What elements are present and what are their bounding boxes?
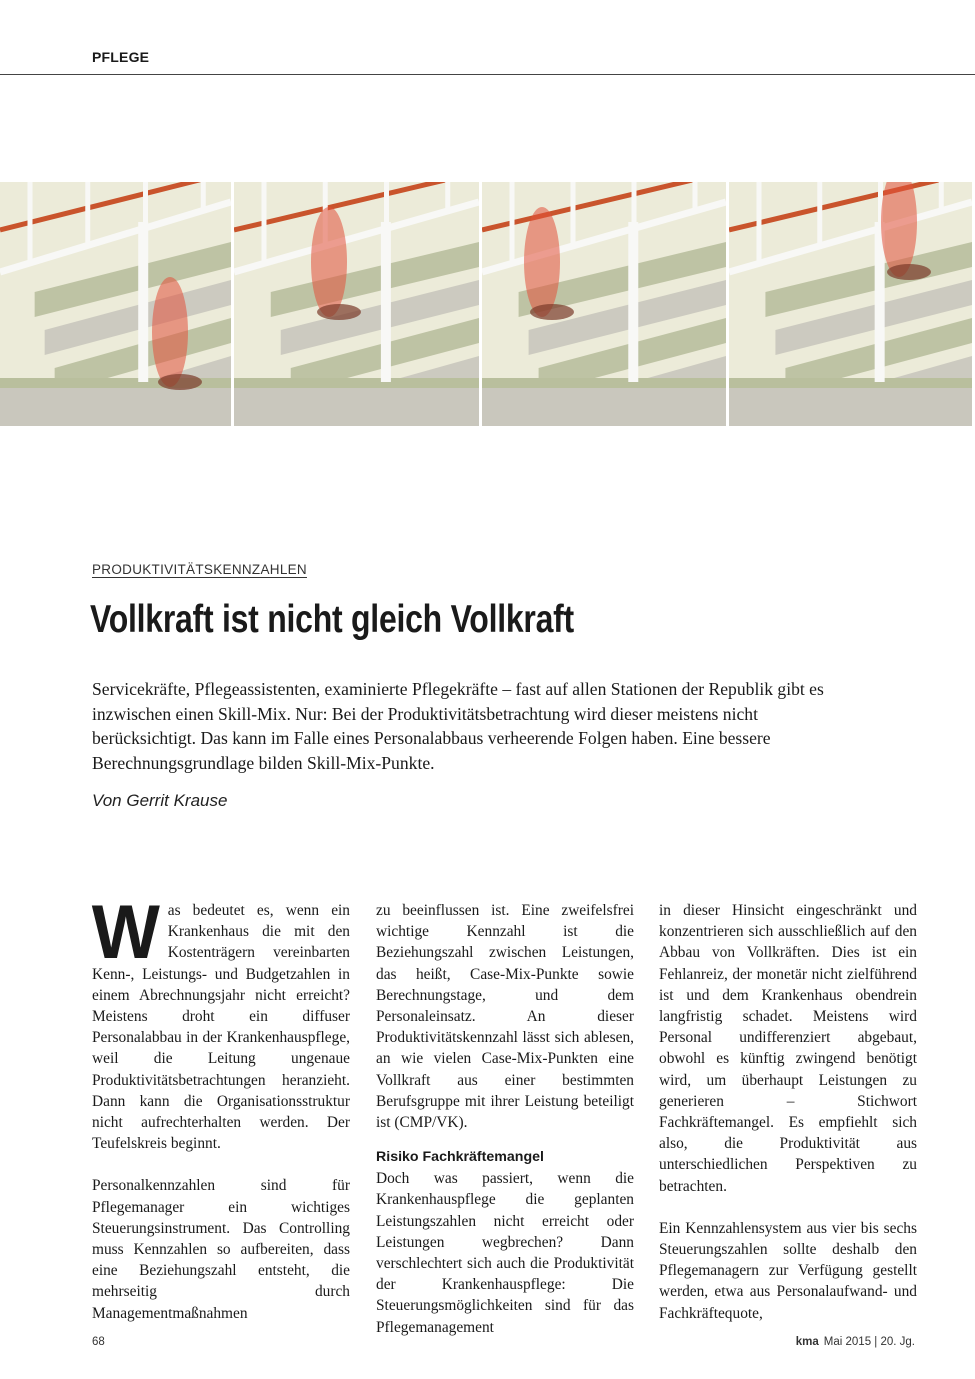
floor xyxy=(482,382,726,426)
floor xyxy=(0,382,231,426)
foot xyxy=(887,264,931,280)
subheading: Risiko Fachkräftemangel xyxy=(376,1149,544,1166)
body-paragraph: Ein Kennzahlensystem aus vier bis sechs Steuerungszahlen sollte deshalb den Pflegemanagern zur Verfügung gestellt werden, etwa aus Personalaufwand- und Fachkräftequote, xyxy=(659,1219,917,1322)
article-lead: Servicekräfte, Pflegeassistenten, examinierte Pflegekräfte – fast auf allen Stationen der Republik gibt es inzwischen einen Skill-Mix. Nur: Bei der Produktivitätsbetrachtung wird dieser meistens nicht berücksichtigt. Das kann im Falle eines Personalabbaus verheerende Folgen haben. Eine bessere Berechnungsgrundlage bilden Skill-Mix-Punkte. xyxy=(92,679,824,773)
step-edge xyxy=(729,378,972,388)
newel-post xyxy=(381,222,391,382)
photo-strip xyxy=(0,182,975,426)
body-paragraph: zu beeinflussen ist. Eine zweifelsfrei wichtige Kennzahl ist die Beziehungszahl zwischen Leistungen, das heißt, Case-Mix-Punkte sowie Berechnungstage, und dem Personaleinsatz. An dieser Produktivitätskennzahl lässt sich ablesen, an wie vielen Case-Mix-Punkten eine Vollkraft aus einer bestimmten Berufsgruppe mit ihrer Leistung beteiligt ist (CMP/VK). xyxy=(376,902,634,1132)
newel-post xyxy=(628,222,638,382)
foot xyxy=(317,304,361,320)
article-kicker: PRODUKTIVITÄTSKENNZAHLEN xyxy=(92,562,307,577)
article-title: Vollkraft ist nicht gleich Vollkraft xyxy=(90,598,574,641)
floor xyxy=(234,382,479,426)
header-rule xyxy=(0,74,975,75)
blurred-figure xyxy=(524,207,560,317)
blurred-figure xyxy=(152,277,188,387)
stair-photo-panel-3 xyxy=(482,182,726,426)
magazine-brand: kma xyxy=(795,1336,819,1348)
newel-post xyxy=(138,222,148,382)
issue-date: Mai 2015 | 20. Jg. xyxy=(823,1336,915,1348)
stair-photo-panel-1 xyxy=(0,182,231,426)
byline: Von Gerrit Krause xyxy=(92,791,228,810)
body-column-3 xyxy=(659,900,917,1324)
page-number: 68 xyxy=(92,1336,105,1348)
step-edge xyxy=(234,378,479,388)
step-edge xyxy=(482,378,726,388)
stair-photo-panel-4 xyxy=(729,182,972,426)
foot xyxy=(530,304,574,320)
body-column-2 xyxy=(376,900,634,1338)
foot xyxy=(158,374,202,390)
body-paragraph: in dieser Hinsicht eingeschränkt und konzentrieren sich ausschließlich auf den Abbau von Vollkräften. Dies ist ein Fehlanreiz, der monetär nicht zielführend ist und dem Krankenhaus obendrein langfristig schadet. Meistens wird Personal undifferenziert abgebaut, obwohl es künftig zwingend benötigt wird, um überhaupt Leistungen zu generieren – Stichwort Fachkräftemangel. Es empfiehlt sich also, die Produktivität aus unterschiedlichen Perspektiven zu betrachten. xyxy=(659,902,917,1195)
body-paragraph: Personalkennzahlen sind für Pflegemanager ein wichtiges Steuerungsinstrument. Das Controlling muss Kennzahlen so aufbereiten, dass eine Beziehungszahl entsteht, die mehrseitig durch Managementmaßnahmen xyxy=(92,1177,350,1322)
stair-photo-panel-2 xyxy=(234,182,479,426)
blurred-figure xyxy=(311,207,347,317)
section-label: PFLEGE xyxy=(92,49,150,65)
drop-cap: W xyxy=(91,890,160,975)
body-column-1 xyxy=(91,890,350,1324)
issue-info xyxy=(796,1336,915,1348)
body-paragraph: Was bedeutet es, wenn ein Krankenhaus die mit den Kostenträgern vereinbarten Kenn-, Leistungs- und Budgetzahlen in einem Abrechnungsjahr nicht erreicht? Meistens droht ein diffuser Personalabbau in der Krankenhauspflege, weil die Leitung ungenaue Produktivitätsbetrachtungen heranzieht. Dann kann die Organisationsstruktur nicht aufrechterhalten werden. Der Teufelskreis beginnt. xyxy=(91,890,350,1153)
floor xyxy=(729,382,972,426)
body-paragraph: Doch was passiert, wenn die Krankenhauspflege die geplanten Leistungszahlen nicht erreicht oder Leistungen wegbrechen? Dann verschlechtert sich auch die Produktivität der Krankenhauspflege: Die Steuerungsmöglichkeiten sind für das Pflegemanagement xyxy=(376,1170,634,1336)
